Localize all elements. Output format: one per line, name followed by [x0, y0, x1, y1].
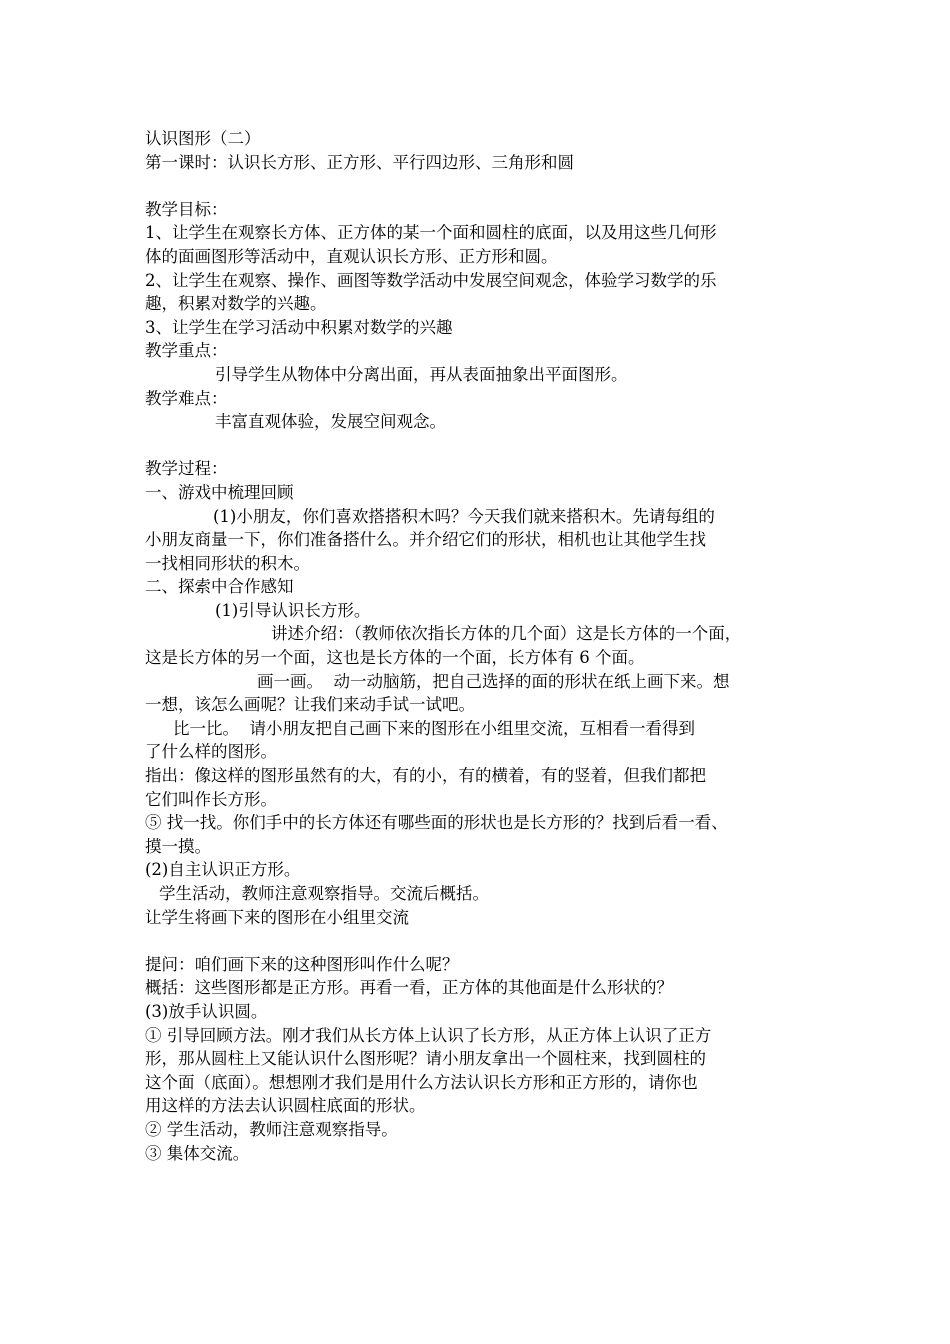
- blank-line: [145, 174, 825, 198]
- blank-line: [145, 434, 825, 458]
- compare-line-1: 比一比。 请小朋友把自己画下来的图形在小组里交流，互相看一看得到: [173, 718, 695, 738]
- section-1-para-line-3: 一找相同形状的积木。: [145, 553, 310, 573]
- point-line-1: 指出：像这样的图形虽然有的大，有的小，有的横着，有的竖着，但我们都把: [145, 766, 706, 786]
- goal-2-line-1: 2、让学生在观察、操作、画图等数学活动中发展空间观念，体验学习数学的乐: [145, 270, 717, 290]
- find-line-2: 摸一摸。: [145, 836, 211, 856]
- goal-1-line-2: 体的面画图形等活动中，直观认识长方形、正方形和圆。: [145, 246, 558, 266]
- guide-line-3: 这个面（底面）。想想刚才我们是用什么方法认识长方形和正方形的，请你也: [145, 1072, 698, 1092]
- narrate-line-2: 这是长方体的另一个面，这也是长方体的一个面，长方体有 6 个面。: [145, 648, 645, 668]
- step-2-line: ② 学生活动，教师注意观察指导。: [145, 1119, 398, 1139]
- find-line-1: ⑤ 找一找。你们手中的长方体还有哪些面的形状也是长方形的？找到后看一看、: [145, 813, 728, 833]
- process-heading: 教学过程：: [145, 459, 228, 479]
- guide-line-1: ① 引导回顾方法。刚才我们从长方体上认识了长方形，从正方体上认识了正方: [145, 1025, 712, 1045]
- guide-line-2: 形，那从圆柱上又能认识什么图形呢？请小朋友拿出一个圆柱来，找到圆柱的: [145, 1049, 706, 1069]
- activity-line: 学生活动，教师注意观察指导。交流后概括。: [159, 884, 489, 903]
- goal-3: 3、让学生在学习活动中积累对数学的兴趣: [145, 317, 453, 337]
- goal-1-line-1: 1、让学生在观察长方体、正方体的某一个面和圆柱的底面，以及用这些几何形: [145, 223, 717, 243]
- section-1-para-line-2: 小朋友商量一下，你们准备搭什么。并介绍它们的形状，相机也让其他学生找: [145, 530, 706, 550]
- section-2-item-3: (3)放手认识圆。: [145, 1001, 268, 1021]
- question-line: 提问：咱们画下来的这种图形叫作什么呢？: [145, 954, 459, 974]
- summary-line: 概括：这些图形都是正方形。再看一看，正方体的其他面是什么形状的？: [145, 978, 673, 998]
- difficulty-heading: 教学难点：: [145, 388, 228, 408]
- key-text: 引导学生从物体中分离出面，再从表面抽象出平面图形。: [215, 364, 628, 384]
- doc-title: 认识图形（二）: [145, 129, 261, 148]
- lesson-title: 第一课时：认识长方形、正方形、平行四边形、三角形和圆: [145, 152, 574, 172]
- goals-heading: 教学目标：: [145, 199, 228, 219]
- section-2-item-1: (1)引导认识长方形。: [215, 600, 371, 620]
- goal-2-line-2: 趣，积累对数学的兴趣。: [145, 294, 327, 314]
- section-1-heading: 一、游戏中梳理回顾: [145, 482, 294, 502]
- section-2-heading: 二、探索中合作感知: [145, 577, 294, 597]
- guide-line-4: 用这样的方法去认识圆柱底面的形状。: [145, 1096, 426, 1116]
- point-line-2: 它们叫作长方形。: [145, 789, 277, 809]
- compare-line-2: 了什么样的图形。: [145, 742, 277, 762]
- section-2-item-2: (2)自主认识正方形。: [145, 860, 301, 880]
- section-1-para-line-1: (1)小朋友，你们喜欢搭搭积木吗？今天我们就来搭积木。先请每组的: [213, 506, 715, 526]
- document-body: [145, 127, 825, 1165]
- key-heading: 教学重点：: [145, 341, 228, 361]
- draw-line-2: 一想，该怎么画呢？让我们来动手试一试吧。: [145, 695, 475, 715]
- step-3-line: ③ 集体交流。: [145, 1143, 250, 1163]
- draw-line-1: 画一画。 动一动脑筋，把自己选择的面的形状在纸上画下来。想: [257, 671, 730, 691]
- exchange-line: 让学生将画下来的图形在小组里交流: [145, 907, 409, 927]
- blank-line: [145, 929, 825, 953]
- narrate-line-1: 讲述介绍：（教师依次指长方体的几个面）这是长方体的一个面，: [271, 624, 742, 644]
- difficulty-text: 丰富直观体验，发展空间观念。: [215, 412, 446, 432]
